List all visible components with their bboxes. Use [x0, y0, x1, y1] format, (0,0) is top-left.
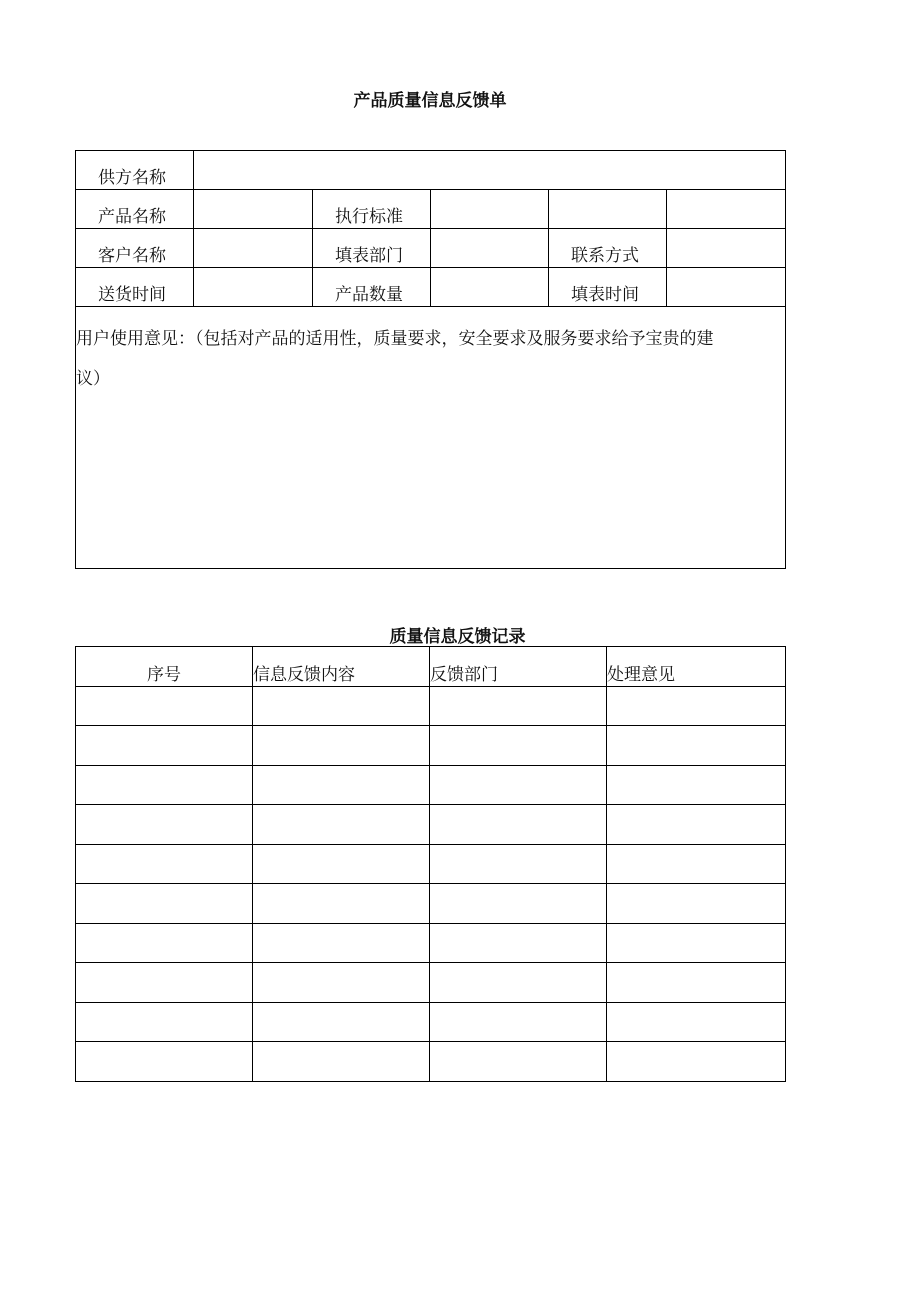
quantity-field[interactable] — [431, 268, 549, 307]
table-row — [76, 805, 786, 845]
product-name-field[interactable] — [194, 190, 313, 229]
standard-field[interactable] — [431, 190, 549, 229]
department-cell[interactable] — [430, 923, 607, 963]
delivery-row — [76, 268, 786, 307]
standard-label: 执行标准 — [313, 190, 431, 229]
department-cell[interactable] — [430, 963, 607, 1003]
handling-cell[interactable] — [607, 805, 786, 845]
feedback-record-table — [75, 646, 786, 1082]
blank-field-1[interactable] — [549, 190, 667, 229]
product-row — [76, 190, 786, 229]
fill-time-field[interactable] — [667, 268, 786, 307]
product-name-label: 产品名称 — [76, 190, 194, 229]
department-cell[interactable] — [430, 765, 607, 805]
delivery-time-field[interactable] — [194, 268, 313, 307]
supplier-row — [76, 151, 786, 190]
header-handling: 处理意见 — [607, 647, 786, 687]
handling-cell[interactable] — [607, 923, 786, 963]
table-row — [76, 923, 786, 963]
serial-cell[interactable] — [76, 1002, 253, 1042]
fill-time-label: 填表时间 — [549, 268, 667, 307]
content-cell[interactable] — [253, 765, 430, 805]
serial-cell[interactable] — [76, 805, 253, 845]
department-cell[interactable] — [430, 686, 607, 726]
serial-cell[interactable] — [76, 923, 253, 963]
content-cell[interactable] — [253, 805, 430, 845]
customer-field[interactable] — [194, 229, 313, 268]
department-label: 填表部门 — [313, 229, 431, 268]
record-body — [76, 686, 786, 1081]
feedback-form-table — [75, 150, 786, 569]
content-cell[interactable] — [253, 923, 430, 963]
contact-field[interactable] — [667, 229, 786, 268]
table-row — [76, 963, 786, 1003]
content-cell[interactable] — [253, 884, 430, 924]
delivery-time-label: 送货时间 — [76, 268, 194, 307]
supplier-field[interactable] — [194, 151, 786, 190]
content-cell[interactable] — [253, 1002, 430, 1042]
handling-cell[interactable] — [607, 963, 786, 1003]
table-row — [76, 726, 786, 766]
opinion-field[interactable] — [76, 307, 786, 569]
content-cell[interactable] — [253, 686, 430, 726]
record-title: 质量信息反馈记录 — [389, 627, 526, 647]
blank-field-2[interactable] — [667, 190, 786, 229]
header-content: 信息反馈内容 — [253, 647, 430, 687]
content-cell[interactable] — [253, 963, 430, 1003]
serial-cell[interactable] — [76, 726, 253, 766]
table-row — [76, 1002, 786, 1042]
handling-cell[interactable] — [607, 686, 786, 726]
department-cell[interactable] — [430, 884, 607, 924]
serial-cell[interactable] — [76, 686, 253, 726]
handling-cell[interactable] — [607, 1042, 786, 1082]
opinion-text: 用户使用意见：（包括对产品的适用性，质量要求，安全要求及服务要求给予宝贵的建议） — [76, 329, 714, 389]
table-row — [76, 1042, 786, 1082]
header-serial: 序号 — [76, 647, 253, 687]
table-row — [76, 686, 786, 726]
serial-cell[interactable] — [76, 963, 253, 1003]
record-header-row — [76, 647, 786, 687]
table-row — [76, 884, 786, 924]
serial-cell[interactable] — [76, 844, 253, 884]
content-cell[interactable] — [253, 726, 430, 766]
serial-cell[interactable] — [76, 765, 253, 805]
department-cell[interactable] — [430, 805, 607, 845]
handling-cell[interactable] — [607, 1002, 786, 1042]
department-field[interactable] — [431, 229, 549, 268]
handling-cell[interactable] — [607, 765, 786, 805]
handling-cell[interactable] — [607, 726, 786, 766]
customer-row — [76, 229, 786, 268]
table-row — [76, 765, 786, 805]
content-cell[interactable] — [253, 1042, 430, 1082]
contact-label: 联系方式 — [549, 229, 667, 268]
header-department: 反馈部门 — [430, 647, 607, 687]
serial-cell[interactable] — [76, 1042, 253, 1082]
handling-cell[interactable] — [607, 884, 786, 924]
serial-cell[interactable] — [76, 884, 253, 924]
quantity-label: 产品数量 — [313, 268, 431, 307]
supplier-label: 供方名称 — [76, 151, 194, 190]
opinion-row — [76, 307, 786, 569]
table-row — [76, 844, 786, 884]
department-cell[interactable] — [430, 1042, 607, 1082]
department-cell[interactable] — [430, 844, 607, 884]
department-cell[interactable] — [430, 1002, 607, 1042]
form-title: 产品质量信息反馈单 — [353, 91, 507, 111]
department-cell[interactable] — [430, 726, 607, 766]
handling-cell[interactable] — [607, 844, 786, 884]
content-cell[interactable] — [253, 844, 430, 884]
customer-label: 客户名称 — [76, 229, 194, 268]
